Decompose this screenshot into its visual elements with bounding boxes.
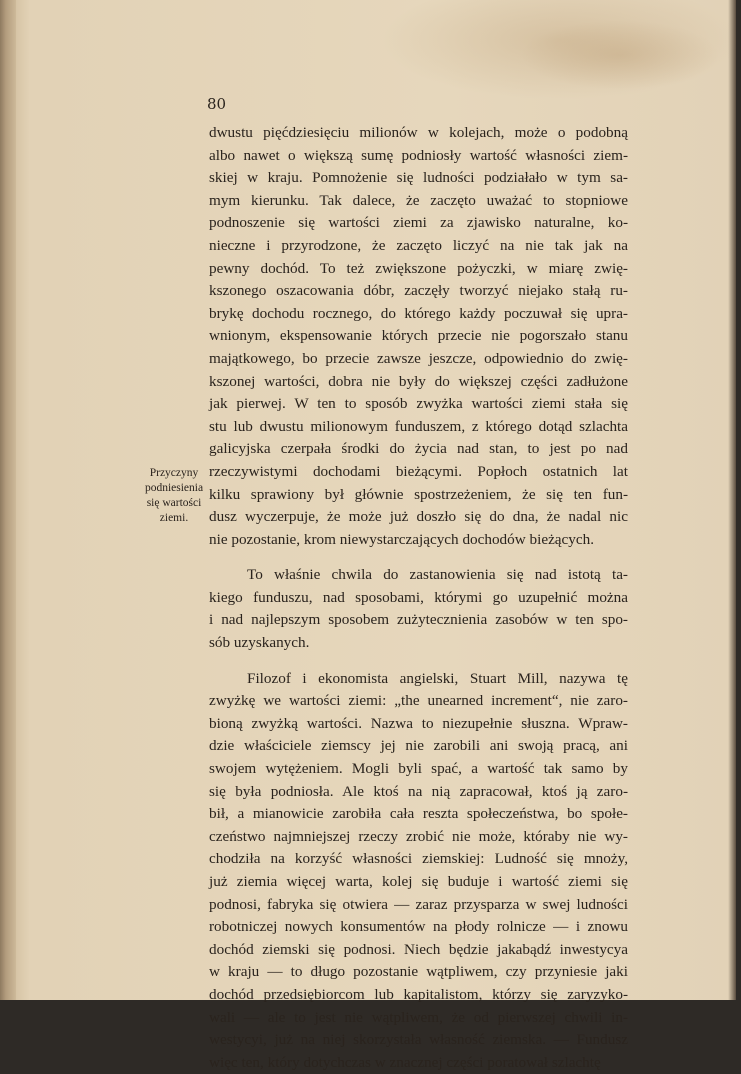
text-line: westycyi, już na niej skorzystała własność ziemska. — Fundusz (209, 1031, 628, 1049)
text-line: nieczne i przyrodzone, że zaczęto liczyć na nie tak jak na (209, 236, 628, 254)
marginal-note-line: ziemi. (159, 512, 189, 524)
page-right-edge (728, 0, 736, 1000)
text-line: bił, a mianowicie zarobiła cała reszta społeczeństwa, bo społe- (209, 805, 628, 823)
paragraph (209, 668, 628, 1074)
text-line: kilku sprawiony był głównie spostrzeżeniem, że się ten fun- (209, 485, 628, 503)
text-line: majątkowego, bo przecie zawsze jeszcze, odpowiednio do zwię- (209, 349, 628, 367)
text-line: kszonej wartości, dobra nie były do większej części zadłużone (209, 372, 628, 390)
text-line: w kraju — to długo pozostanie wątpliwem, czy przyniesie jaki (209, 963, 628, 981)
page-gutter-shadow (0, 0, 16, 1000)
paragraph-gap (209, 655, 628, 668)
text-line: jak pierwej. W ten to sposób zwyżka wartości ziemi stała się (209, 395, 628, 413)
text-line: dusz wyczerpuje, że może już doszło się do dna, że nadal nic (209, 508, 628, 526)
text-line: Filozof i ekonomista angielski, Stuart Mill, nazywa tę (247, 669, 628, 687)
text-line: galicyjska czerpała środki do życia nad stan, to jest po nad (209, 440, 628, 458)
text-line: stu lub dwustu milionowym funduszem, z którego dotąd szlachta (209, 417, 628, 435)
text-line: podnosi, fabryka się otwiera — zaraz przysparza w swej ludności (209, 895, 628, 913)
paper-stain (520, 20, 720, 90)
text-line: sób uzyskanych. (209, 634, 310, 652)
marginal-note-line: podniesienia (144, 482, 204, 494)
marginal-note-line: Przyczyny (149, 467, 199, 479)
text-line: czeństwo najmniejszej rzeczy zrobić nie może, któraby nie wy- (209, 827, 628, 845)
text-line: chodziła na korzyść własności ziemskiej: Ludność się mnoży, (209, 850, 628, 868)
text-line: podnoszenie się wartości ziemi za zjawisko naturalne, ko- (209, 214, 628, 232)
text-line: kszonego oszacowania dóbr, zaczęły tworzyć niejako stałą ru- (209, 282, 628, 300)
text-line: wali — ale to jest nie wątpliwem, że od pierwszej chwili in- (209, 1008, 628, 1026)
text-line: pewny dochód. To też zwiększone pożyczki, w miarę zwię- (209, 259, 628, 277)
text-line: i nad najlepszym sposobem zużytecznienia zasobów w ten spo- (209, 611, 628, 629)
marginal-note (136, 466, 212, 526)
text-line: więc ten, który dotychczas w znacznej części poratował szlachtę (209, 1053, 601, 1071)
text-line: mym kierunku. Tak dalece, że zaczęto uważać to stopniowe (209, 191, 628, 209)
text-line: albo nawet o większą sumę podniosły wartość własności ziem- (209, 146, 628, 164)
text-line: już ziemia więcej warta, kolej się buduje i wartość ziemi się (209, 873, 628, 890)
body-text (209, 122, 628, 1074)
page-number: 80 (207, 95, 227, 113)
text-line: swojem wytężeniem. Mogli byli spać, a wartość tak samo by (209, 760, 628, 778)
text-line: zwyżkę we wartości ziemi: „the unearned increment“, nie zaro- (209, 692, 628, 710)
marginal-note-line: się wartości (146, 497, 202, 509)
text-line: dochód przedsiębiorcom lub kapitalistom, którzy się zaryzyko- (209, 985, 628, 1003)
text-line: To właśnie chwila do zastanowienia się nad istotą ta- (247, 566, 628, 584)
text-line: dwustu pięćdziesięciu milionów w kolejach, może o podobną (209, 124, 628, 141)
paragraph (209, 564, 628, 654)
paragraph-gap (209, 551, 628, 564)
text-line: kiego funduszu, nad sposobami, którymi go uzupełnić można (209, 588, 628, 606)
paragraph (209, 122, 628, 551)
text-line: wnionym, ekspensowanie których przecie nie pogorszało stanu (209, 327, 628, 345)
text-line: nie pozostanie, krom niewystarczających dochodów bieżących. (209, 530, 595, 548)
text-line: brykę dochodu rocznego, do którego każdy poczuwał się upra- (209, 304, 628, 322)
text-line: robotniczej nowych konsumentów na płody rolnicze — i znowu (209, 918, 628, 936)
text-line: się była podniosła. Ale ktoś na nią zapracował, ktoś ją zaro- (209, 782, 628, 800)
text-line: dochód ziemski się podnosi. Niech będzie jakabądź inwestycya (209, 940, 628, 958)
text-line: rzeczywistymi dochodami bieżącymi. Popłoch ostatnich lat (209, 462, 628, 480)
text-line: skiej w kraju. Pomnożenie się ludności podziałało w tym sa- (209, 169, 628, 187)
text-line: dzie właściciele ziemscy jej nie zarobili ani swoją pracą, ani (209, 737, 628, 755)
text-line: bioną zwyżką wartości. Nazwa to niezupełnie słuszna. Wpraw- (209, 714, 628, 732)
